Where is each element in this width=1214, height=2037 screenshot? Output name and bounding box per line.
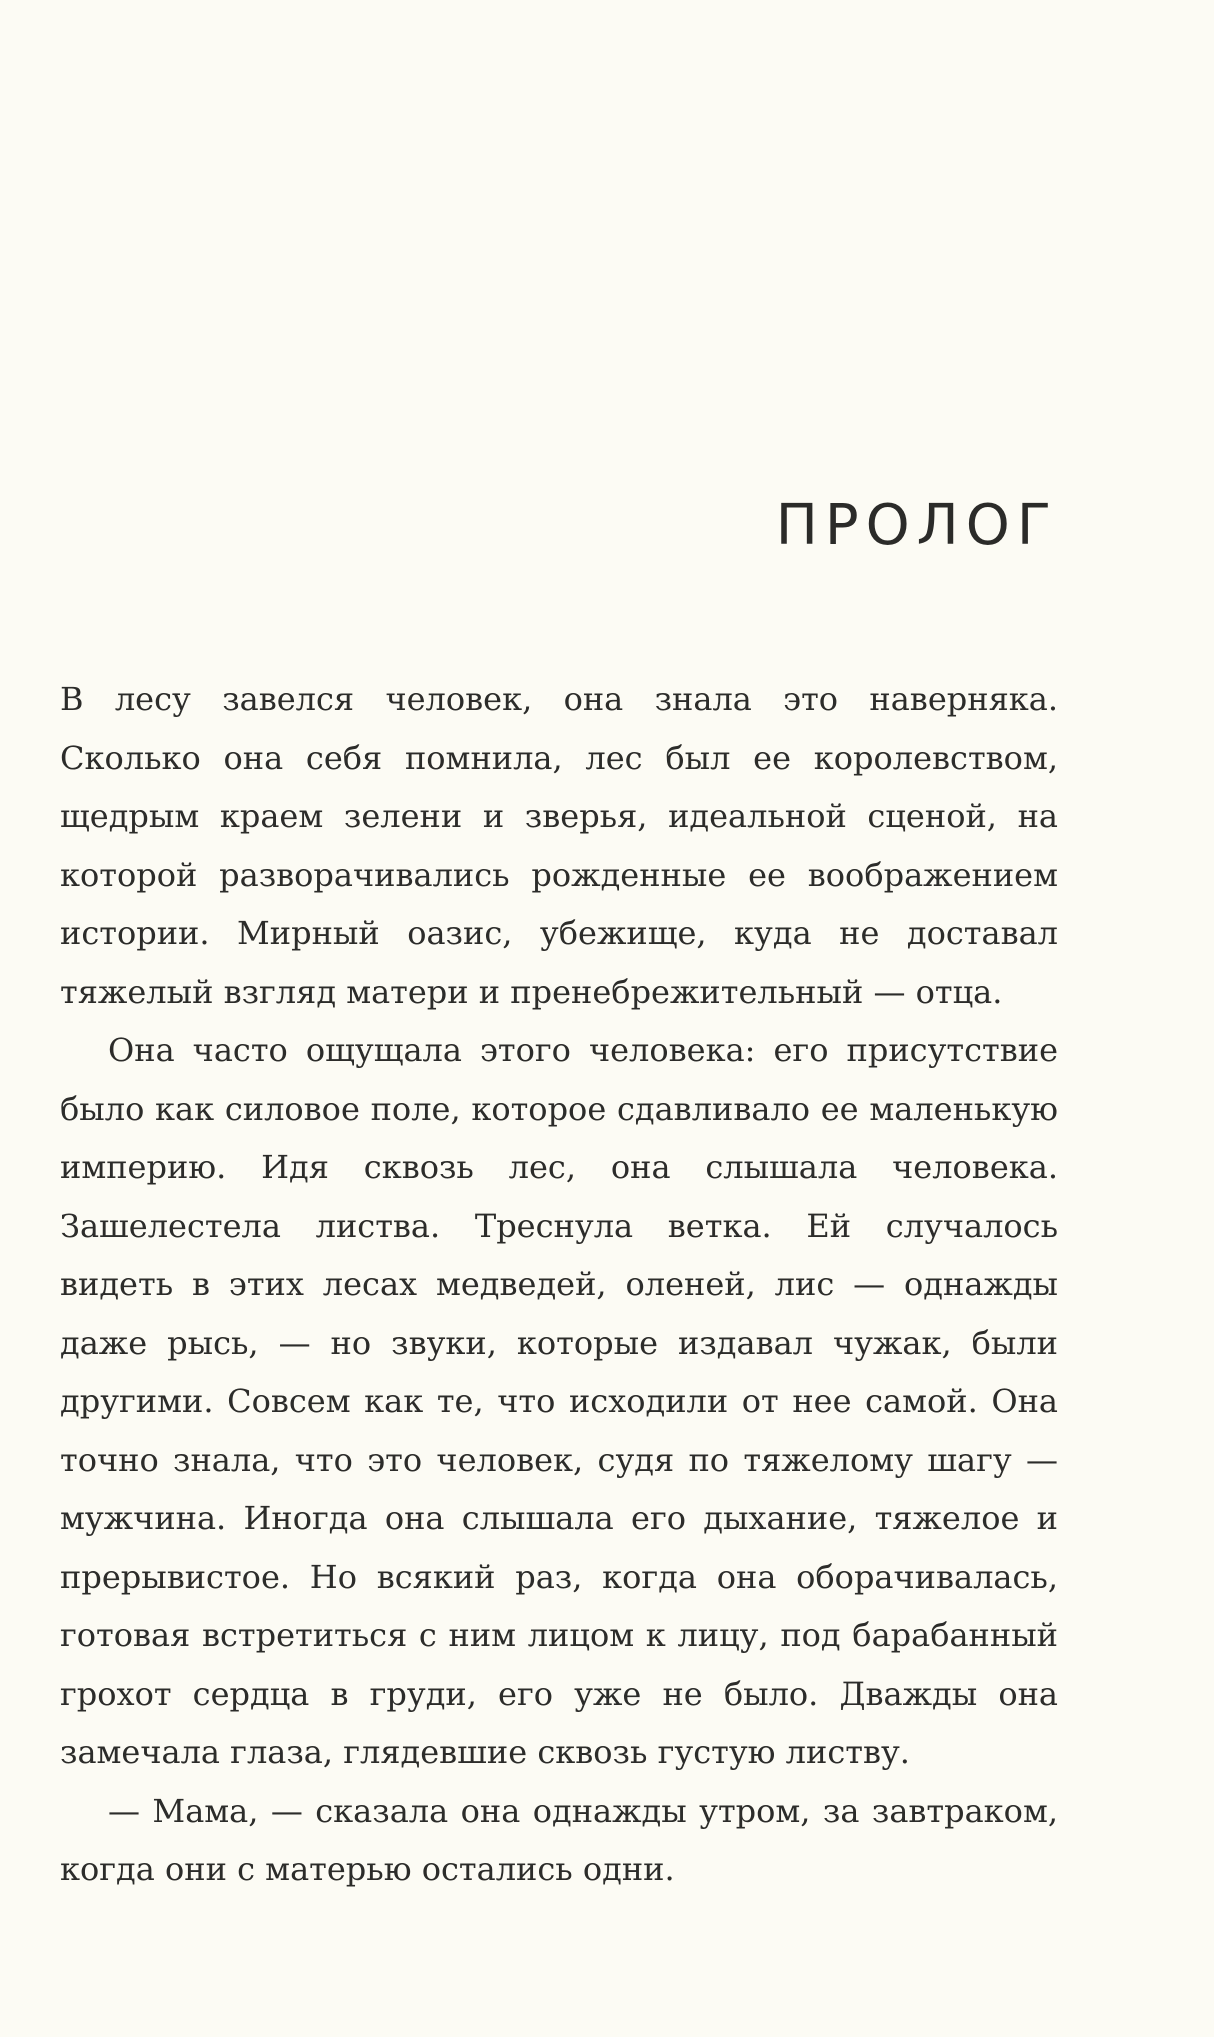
paragraph-2: Она часто ощущала этого человека: его присутствие было как силовое поле, которое сдавливало ее маленькую империю. Идя сквозь лес, она слышала человека. Зашелестела листва. Треснула ветка. Ей случалось видеть в этих лесах медведей, оленей, лис — однажды даже рысь, — но звуки, которые издавал чужак, были другими. Совсем как те, что исходили от нее самой. Она точно знала, что это человек, судя по тяжелому шагу — мужчина. Иногда она слышала его дыхание, тяжелое и прерывистое. Но всякий раз, когда она оборачивалась, готовая встретиться с ним лицом к лицу, под барабанный грохот сердца в груди, его уже не было. Дважды она замечала глаза, глядевшие сквозь густую листву.: [60, 1031, 1058, 1771]
paragraph-1: В лесу завелся человек, она знала это наверняка. Сколько она себя помнила, лес был ее королевством, щедрым краем зелени и зверья, идеальной сценой, на которой разворачивались рожденные ее воображением истории. Мирный оазис, убежище, куда не доставал тяжелый взгляд матери и пренебрежительный — отца.: [60, 680, 1058, 1011]
body-text: [60, 670, 1058, 1899]
paragraph-3: — Мама, — сказала она однажды утром, за завтраком, когда они с матерью остались одни.: [60, 1791, 1058, 1888]
chapter-title: ПРОЛОГ: [775, 493, 1058, 558]
